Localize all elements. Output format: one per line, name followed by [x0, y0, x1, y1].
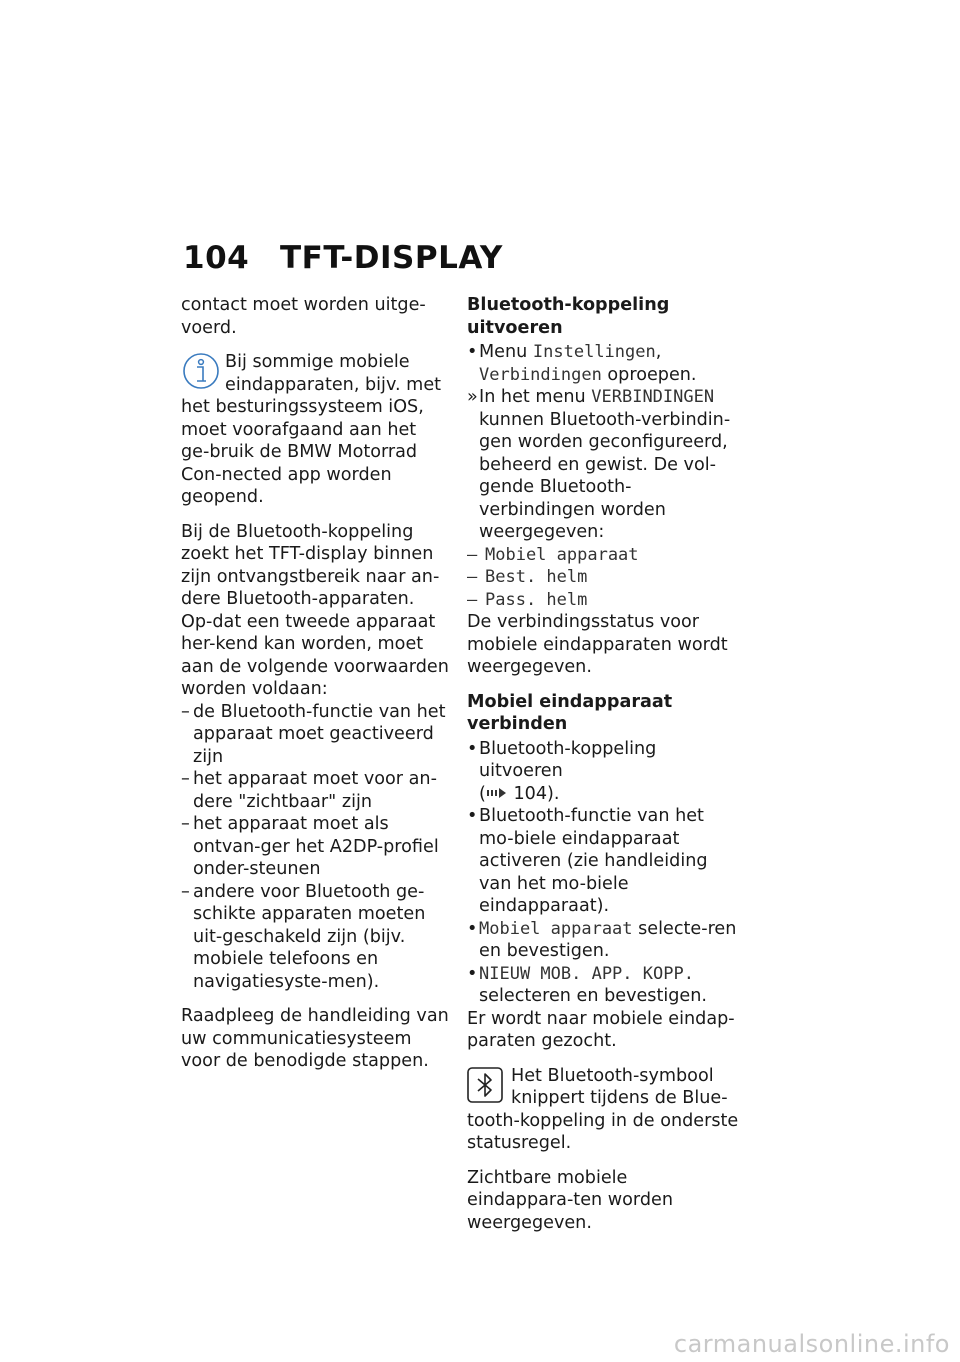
page-reference: 104). [513, 783, 560, 804]
bluetooth-notice [467, 1065, 739, 1155]
result-text: kunnen Bluetooth-verbindin-gen worden geconfigureerd, beheerd en gewist. De vol-gende Bluetooth-verbindingen worden weergegeven: [479, 409, 731, 542]
paragraph-searching: Er wordt naar mobiele eindap-paraten gezocht. [467, 1008, 735, 1051]
page-header [183, 240, 503, 276]
list-item: – de Bluetooth-functie van het apparaat moet geactiveerd zijn [181, 701, 449, 769]
list-item: – het apparaat moet als ontvan-ger het A2DP-profiel onder-steunen [181, 813, 449, 881]
pairing-steps [467, 341, 739, 544]
connect-steps [467, 738, 739, 1008]
list-item: – Best. helm [467, 566, 739, 589]
menu-item-settings: Instellingen [532, 342, 656, 362]
menu-item-connections: Verbindingen [479, 364, 602, 385]
ref-paren: ( [479, 783, 486, 804]
info-notice [181, 351, 449, 509]
info-icon [181, 351, 221, 391]
list-item: – andere voor Bluetooth ge-schikte apparaten moeten uit-geschakeld zijn (bijv. mobiele telefoons en navigatiesyste-men). [181, 881, 449, 994]
connections-list [467, 544, 739, 612]
left-column [181, 294, 449, 1085]
menu-mobile-device: Mobiel apparaat [479, 918, 633, 939]
paragraph-status: De verbindingsstatus voor mobiele eindapparaten wordt weergegeven. [467, 612, 728, 677]
menu-new-pairing: NIEUW MOB. APP. KOPP. [479, 963, 694, 984]
paragraph-visible: Zichtbare mobiele eindappara-ten worden weergegeven. [467, 1167, 673, 1233]
paragraph-continuation: contact moet worden uitge-voerd. [181, 295, 426, 338]
conditions-list [181, 701, 449, 994]
step-text: selecteren en bevestigen. [479, 986, 707, 1006]
step-text: oproepen. [607, 364, 697, 385]
result-item [467, 386, 739, 544]
watermark: carmanualsonline.info [673, 1330, 950, 1358]
page-number: 104 [183, 240, 250, 276]
right-column [467, 294, 739, 1246]
list-item [467, 341, 739, 386]
list-item: • Bluetooth-functie van het mo-biele eindapparaat activeren (zie handleiding van het mo-biele eindapparaat). [467, 805, 739, 918]
arrow-right-icon [486, 784, 508, 798]
result-text: In het menu [479, 387, 586, 407]
menu-connections: VERBINDINGEN [591, 387, 715, 407]
paragraph-consult: Raadpleeg de handleiding van uw communicatiesysteem voor de benodigde stappen. [181, 1006, 449, 1071]
list-item [467, 738, 739, 806]
list-item [467, 918, 739, 963]
list-item: – het apparaat moet voor an-dere "zichtbaar" zijn [181, 768, 449, 813]
paragraph-search: Bij de Bluetooth-koppeling zoekt het TFT-display binnen zijn ontvangstbereik naar an-dere Bluetooth-apparaten. Op-dat een tweede apparaat her-kend kan worden, moet aan de volgende voorwaarden worden voldaan: [181, 521, 449, 699]
notice-text: Bij sommige mobiele eindapparaten, bijv. met het besturingssysteem iOS, moet voorafgaand aan het ge-bruik de BMW Motorrad Con-nected app worden geopend. [181, 352, 442, 507]
step-text: selecte-ren en bevestigen. [479, 918, 737, 961]
list-item: – Mobiel apparaat [467, 544, 739, 567]
heading-connect-device: Mobiel eindapparaat verbinden [467, 691, 673, 734]
separator: , [655, 342, 662, 362]
bluetooth-icon [467, 1067, 503, 1103]
list-item: – Pass. helm [467, 589, 739, 612]
step-text: Bluetooth-koppeling uitvoeren [479, 738, 657, 781]
list-item [467, 963, 739, 1008]
bluetooth-notice-text: Het Bluetooth-symbool knippert tijdens de Blue-tooth-koppeling in de onderste statusregel. [467, 1065, 739, 1153]
section-title: TFT-DISPLAY [280, 240, 503, 276]
heading-bluetooth-pairing: Bluetooth-koppeling uitvoeren [467, 295, 670, 338]
step-text: Menu [479, 342, 528, 362]
